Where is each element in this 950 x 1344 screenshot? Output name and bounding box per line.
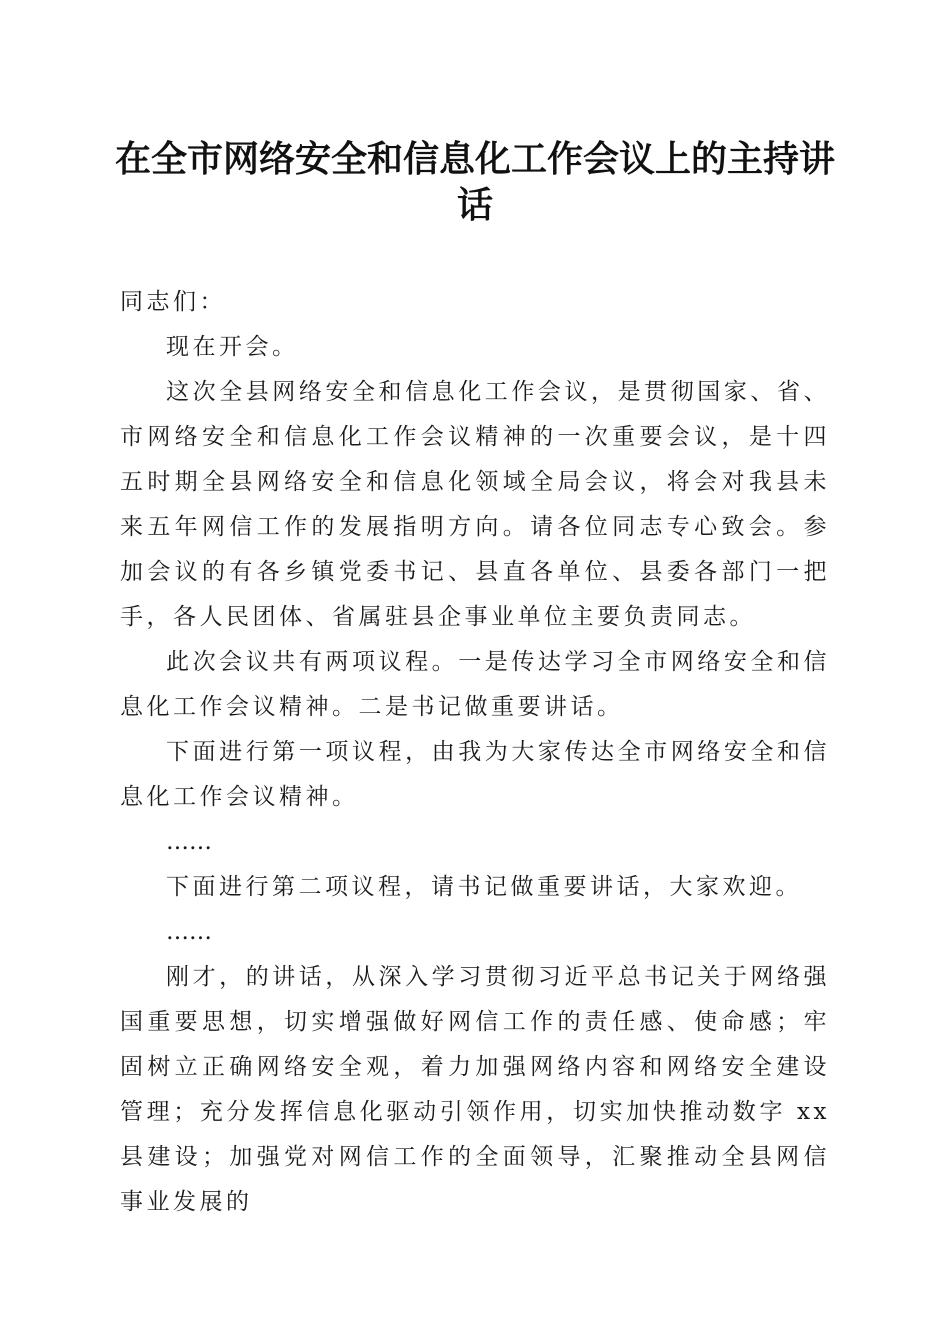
ellipsis-1: …… — [166, 829, 212, 855]
paragraph-summary: 刚才，的讲话，从深入学习贯彻习近平总书记关于网络强国重要思想，切实增强做好网信工作的责任感、使命感；牢固树立正确网络安全观，着力加强网络内容和网络安全建设管理；充分发挥信息化驱动引领作用，切实加快推动数字 xx 县建设；加强党对网信工作的全面领导，汇聚推动全县网信事业发展的 — [120, 964, 830, 1215]
paragraph-agenda-item-1: 下面进行第一项议程，由我为大家传达全市网络安全和信息化工作会议精神。 — [120, 739, 830, 810]
salutation: 同志们： — [120, 289, 226, 315]
paragraph-agenda-item-2: 下面进行第二项议程，请书记做重要讲话，大家欢迎。 — [166, 874, 802, 900]
document-title: 在全市网络安全和信息化工作会议上的主持讲话 — [114, 138, 835, 226]
paragraph-meeting-intro: 这次全县网络安全和信息化工作会议，是贯彻国家、省、市网络安全和信息化工作会议精神的一次重要会议，是十四五时期全县网络安全和信息化领域全局会议，将会对我县未来五年网信工作的发展指明方向。请各位同志专心致会。参加会议的有各乡镇党委书记、县直各单位、县委各部门一把手，各人民团体、省属驻县企事业单位主要负责同志。 — [120, 379, 830, 630]
document-body — [120, 280, 830, 1225]
paragraph-agenda: 此次会议共有两项议程。一是传达学习全市网络安全和信息化工作会议精神。二是书记做重要讲话。 — [120, 649, 830, 720]
paragraph-opening: 现在开会。 — [166, 334, 299, 360]
ellipsis-2: …… — [166, 919, 212, 945]
